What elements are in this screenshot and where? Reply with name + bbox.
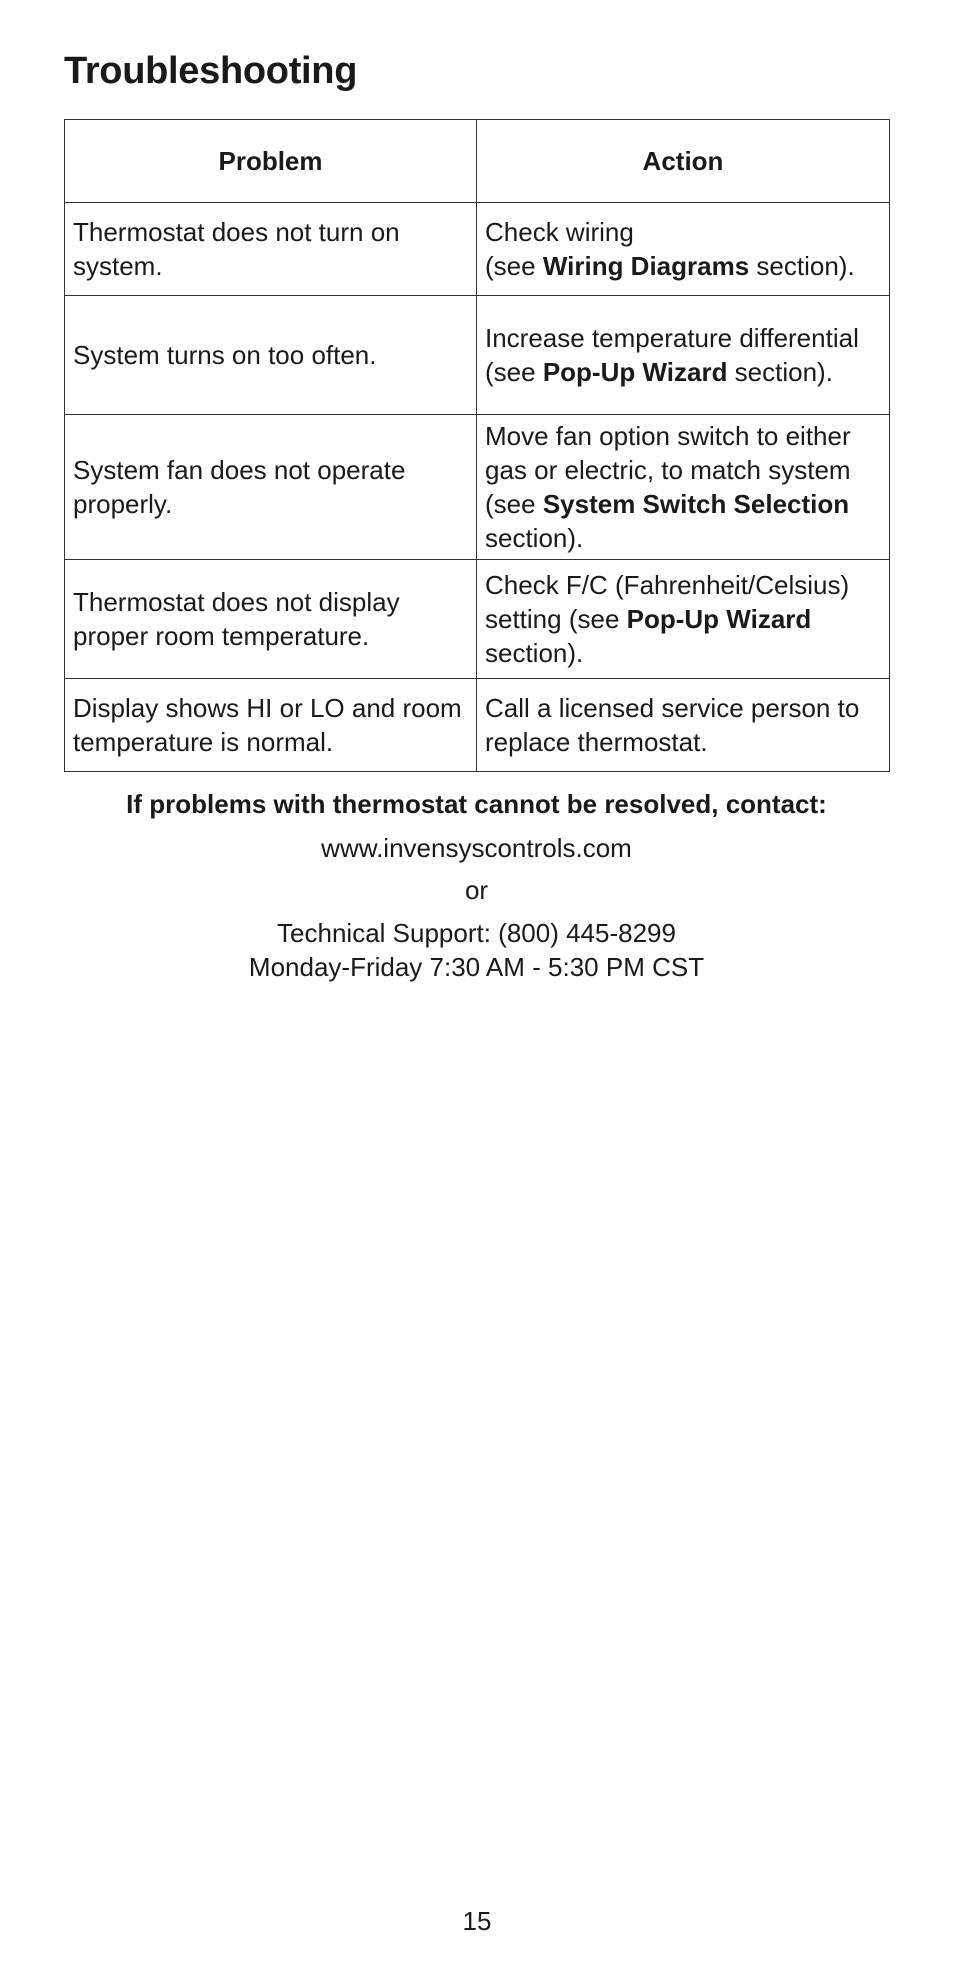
problem-cell: Thermostat does not turn on system. (65, 203, 477, 296)
action-cell (477, 415, 890, 560)
action-suffix: section). (485, 523, 584, 553)
action-suffix: section). (749, 251, 855, 281)
action-cell (477, 296, 890, 415)
action-text: Increase temperature differential (485, 323, 859, 353)
problem-cell: System turns on too often. (65, 296, 477, 415)
header-action: Action (477, 120, 890, 203)
contact-phone: Technical Support: (800) 445-8299 (277, 918, 676, 948)
action-see: (see (485, 357, 543, 387)
table-row (65, 679, 890, 772)
action-cell (477, 203, 890, 296)
problem-cell: Thermostat does not display proper room temperature. (65, 560, 477, 679)
action-suffix: section). (727, 357, 833, 387)
problem-cell: Display shows HI or LO and room temperature is normal. (65, 679, 477, 772)
table-row (65, 560, 890, 679)
contact-heading: If problems with thermostat cannot be resolved, contact: (126, 789, 827, 819)
action-see: (see (485, 251, 543, 281)
contact-website-link[interactable]: www.invensyscontrols.com (321, 833, 632, 863)
table-row (65, 296, 890, 415)
action-cell: Call a licensed service person to replace thermostat. (477, 679, 890, 772)
action-section-ref: Pop-Up Wizard (542, 357, 728, 387)
action-section-ref: System Switch Selection (542, 489, 850, 519)
action-text: Check wiring (485, 217, 634, 247)
action-section-ref: Pop-Up Wizard (626, 604, 812, 634)
action-text: Check F/C (Fahrenheit/Celsius) setting (see (485, 570, 850, 634)
action-section-ref: Wiring Diagrams (542, 251, 750, 281)
header-problem: Problem (65, 120, 477, 203)
action-suffix: section). (485, 638, 584, 668)
page-title: Troubleshooting (64, 50, 358, 92)
table-header-row (65, 120, 890, 203)
action-text: Move fan option switch to either gas or electric, to match system (485, 421, 851, 485)
action-cell (477, 560, 890, 679)
table-row (65, 203, 890, 296)
problem-cell: System fan does not operate properly. (65, 415, 477, 560)
action-see: (see (485, 489, 543, 519)
contact-hours: Monday-Friday 7:30 AM - 5:30 PM CST (248, 952, 705, 982)
troubleshooting-table (64, 119, 890, 772)
table-row (65, 415, 890, 560)
contact-or: or (464, 875, 489, 905)
page-number: 15 (462, 1906, 492, 1936)
